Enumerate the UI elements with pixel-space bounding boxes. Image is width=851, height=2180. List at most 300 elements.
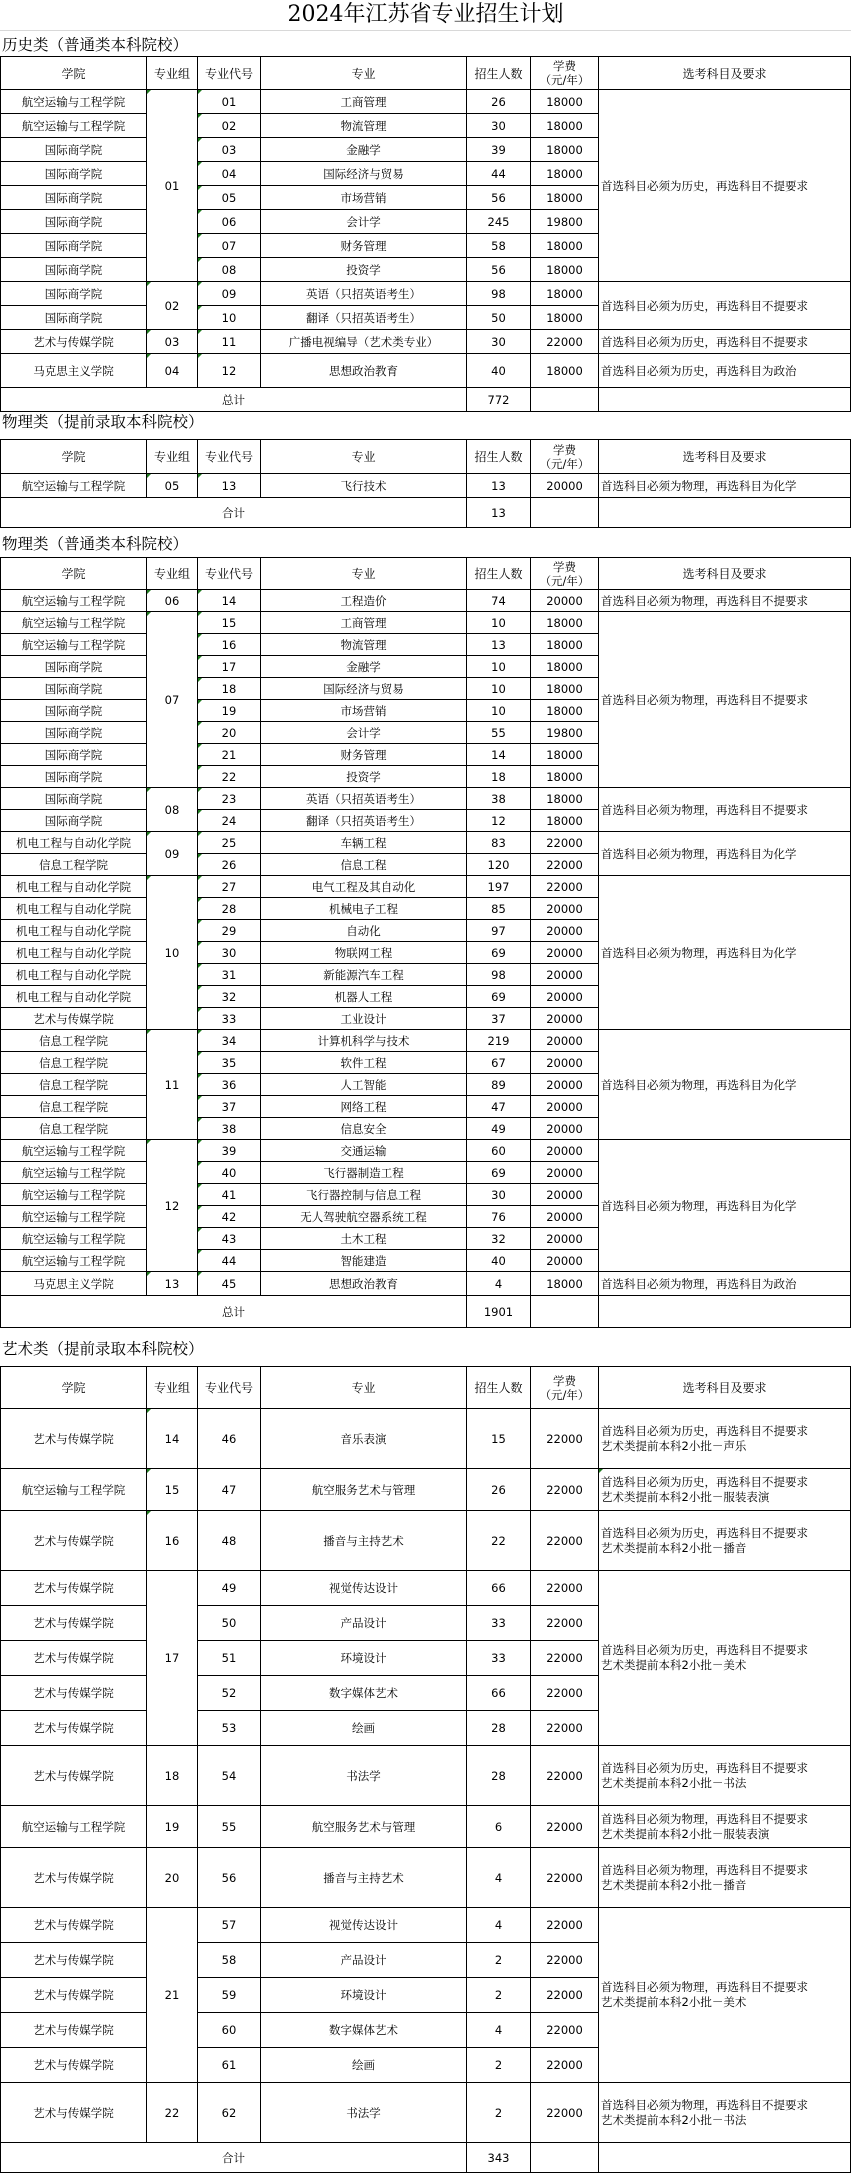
cell-count: 38: [467, 788, 531, 810]
table-row: [1, 1469, 851, 1511]
header-fee: [531, 57, 599, 90]
cell-major: 机器人工程: [261, 986, 467, 1008]
cell-count: 30: [467, 330, 531, 354]
cell-code: 12: [198, 354, 261, 388]
cell-code: 03: [198, 138, 261, 162]
table-header-row: [1, 57, 851, 90]
cell-college: 航空运输与工程学院: [1, 1228, 147, 1250]
total-row: [1, 1296, 851, 1328]
cell-req: [599, 1908, 851, 2083]
table-row: [1, 2083, 851, 2143]
cell-major: 产品设计: [261, 1606, 467, 1641]
cell-fee: 20000: [531, 1118, 599, 1140]
cell-major: 工程造价: [261, 590, 467, 612]
cell-major: 财务管理: [261, 234, 467, 258]
cell-count: 10: [467, 700, 531, 722]
header-req: 选考科目及要求: [599, 440, 851, 474]
cell-group: 03: [147, 330, 198, 354]
cell-count: 197: [467, 876, 531, 898]
cell-major: 网络工程: [261, 1096, 467, 1118]
cell-college: 国际商学院: [1, 138, 147, 162]
header-major: 专业: [261, 440, 467, 474]
cell-college: 机电工程与自动化学院: [1, 964, 147, 986]
cell-code: 15: [198, 612, 261, 634]
cell-count: 69: [467, 942, 531, 964]
cell-code: 31: [198, 964, 261, 986]
cell-group: 11: [147, 1030, 198, 1140]
header-fee-line1: 学费: [553, 59, 576, 73]
cell-code: 20: [198, 722, 261, 744]
cell-code: 53: [198, 1711, 261, 1746]
cell-major: 翻译（只招英语考生）: [261, 810, 467, 832]
cell-code: 05: [198, 186, 261, 210]
total-req-empty: [599, 498, 851, 528]
cell-count: 98: [467, 282, 531, 306]
cell-req: [599, 1848, 851, 1908]
cell-college: 马克思主义学院: [1, 1272, 147, 1296]
cell-fee: 18000: [531, 282, 599, 306]
cell-college: 航空运输与工程学院: [1, 90, 147, 114]
cell-req: 首选科目必须为物理，再选科目不提要求: [599, 788, 851, 832]
header-fee-line2: （元/年）: [539, 73, 590, 87]
cell-fee: 22000: [531, 2048, 599, 2083]
cell-group: 09: [147, 832, 198, 876]
cell-college: 信息工程学院: [1, 1052, 147, 1074]
total-label: 总计: [1, 1296, 467, 1328]
cell-req: 首选科目必须为物理，再选科目为化学: [599, 1140, 851, 1272]
table-row: [1, 1511, 851, 1571]
table-row: [1, 1030, 851, 1052]
cell-count: 120: [467, 854, 531, 876]
section-title-physics-regular: 物理类（普通类本科院校）: [2, 535, 189, 553]
cell-code: 42: [198, 1206, 261, 1228]
cell-code: 17: [198, 656, 261, 678]
total-fee-empty: [531, 2143, 599, 2173]
header-fee-line1: 学费: [553, 442, 576, 457]
cell-count: 39: [467, 138, 531, 162]
cell-fee: 18000: [531, 186, 599, 210]
cell-college: 信息工程学院: [1, 854, 147, 876]
cell-count: 26: [467, 1469, 531, 1511]
cell-count: 69: [467, 1162, 531, 1184]
cell-count: 50: [467, 306, 531, 330]
cell-count: 58: [467, 234, 531, 258]
cell-group: 07: [147, 612, 198, 788]
header-group: 专业组: [147, 440, 198, 474]
total-row: [1, 388, 851, 412]
header-fee-line2: （元/年）: [539, 456, 590, 471]
cell-college: 国际商学院: [1, 210, 147, 234]
cell-code: 24: [198, 810, 261, 832]
cell-major: 数字媒体艺术: [261, 2013, 467, 2048]
cell-code: 59: [198, 1978, 261, 2013]
cell-college: 艺术与传媒学院: [1, 2048, 147, 2083]
cell-fee: 20000: [531, 1074, 599, 1096]
req-line2: 艺术类提前本科2小批－服装表演: [601, 1489, 770, 1504]
cell-code: 46: [198, 1409, 261, 1469]
header-code: 专业代号: [198, 1367, 261, 1409]
total-count: 13: [467, 498, 531, 528]
cell-group: 14: [147, 1409, 198, 1469]
total-count: 343: [467, 2143, 531, 2173]
cell-major: 广播电视编导（艺术类专业）: [261, 330, 467, 354]
cell-code: 30: [198, 942, 261, 964]
cell-req: 首选科目必须为物理，再选科目不提要求: [599, 612, 851, 788]
cell-college: 艺术与传媒学院: [1, 1641, 147, 1676]
cell-count: 83: [467, 832, 531, 854]
cell-code: 35: [198, 1052, 261, 1074]
cell-college: 艺术与传媒学院: [1, 1511, 147, 1571]
cell-college: 国际商学院: [1, 722, 147, 744]
cell-fee: 18000: [531, 634, 599, 656]
cell-college: 航空运输与工程学院: [1, 1140, 147, 1162]
req-line2: 艺术类提前本科2小批－播音: [601, 1877, 747, 1892]
cell-major: 产品设计: [261, 1943, 467, 1978]
header-fee-line2: （元/年）: [539, 573, 590, 588]
cell-code: 38: [198, 1118, 261, 1140]
cell-group: 06: [147, 590, 198, 612]
cell-count: 219: [467, 1030, 531, 1052]
cell-college: 航空运输与工程学院: [1, 634, 147, 656]
header-group: 专业组: [147, 558, 198, 590]
cell-code: 55: [198, 1806, 261, 1848]
cell-major: 财务管理: [261, 744, 467, 766]
cell-count: 4: [467, 1908, 531, 1943]
cell-fee: 18000: [531, 700, 599, 722]
cell-code: 01: [198, 90, 261, 114]
cell-fee: 20000: [531, 920, 599, 942]
cell-code: 18: [198, 678, 261, 700]
total-count: 1901: [467, 1296, 531, 1328]
cell-code: 29: [198, 920, 261, 942]
cell-major: 软件工程: [261, 1052, 467, 1074]
req-line2: 艺术类提前本科2小批－声乐: [601, 1438, 747, 1453]
total-req-empty: [599, 388, 851, 412]
cell-college: 国际商学院: [1, 162, 147, 186]
cell-college: 信息工程学院: [1, 1118, 147, 1140]
cell-fee: 22000: [531, 2013, 599, 2048]
header-code: 专业代号: [198, 440, 261, 474]
header-code: 专业代号: [198, 57, 261, 90]
cell-code: 61: [198, 2048, 261, 2083]
cell-major: 国际经济与贸易: [261, 162, 467, 186]
cell-fee: 18000: [531, 258, 599, 282]
req-line2: 艺术类提前本科2小批－书法: [601, 1775, 747, 1790]
cell-code: 23: [198, 788, 261, 810]
cell-college: 航空运输与工程学院: [1, 1250, 147, 1272]
cell-count: 66: [467, 1571, 531, 1606]
cell-req: 首选科目必须为历史，再选科目不提要求: [599, 330, 851, 354]
cell-fee: 20000: [531, 1140, 599, 1162]
table-row: [1, 282, 851, 306]
cell-fee: 18000: [531, 788, 599, 810]
cell-req: 首选科目必须为历史，再选科目不提要求: [599, 282, 851, 330]
cell-fee: 22000: [531, 1409, 599, 1469]
req-line2: 艺术类提前本科2小批－服装表演: [601, 1826, 770, 1841]
cell-college: 国际商学院: [1, 186, 147, 210]
cell-code: 33: [198, 1008, 261, 1030]
cell-count: 26: [467, 90, 531, 114]
cell-fee: 20000: [531, 898, 599, 920]
cell-fee: 22000: [531, 832, 599, 854]
table-row: [1, 1806, 851, 1848]
cell-fee: 18000: [531, 678, 599, 700]
cell-req: 首选科目必须为物理，再选科目为化学: [599, 876, 851, 1030]
cell-college: 艺术与传媒学院: [1, 330, 147, 354]
cell-fee: 22000: [531, 1511, 599, 1571]
cell-count: 55: [467, 722, 531, 744]
header-major: 专业: [261, 558, 467, 590]
cell-major: 工商管理: [261, 612, 467, 634]
cell-count: 2: [467, 2083, 531, 2143]
cell-college: 艺术与传媒学院: [1, 1676, 147, 1711]
header-req: 选考科目及要求: [599, 57, 851, 90]
cell-req: 首选科目必须为物理，再选科目为政治: [599, 1272, 851, 1296]
cell-fee: 22000: [531, 1746, 599, 1806]
header-fee-line2: （元/年）: [539, 1387, 590, 1402]
cell-fee: 18000: [531, 162, 599, 186]
cell-college: 信息工程学院: [1, 1096, 147, 1118]
cell-count: 33: [467, 1641, 531, 1676]
cell-fee: 18000: [531, 354, 599, 388]
header-req: 选考科目及要求: [599, 558, 851, 590]
section-title-art-early: 艺术类（提前录取本科院校）: [2, 1340, 204, 1358]
req-line1: 首选科目必须为历史，再选科目不提要求: [601, 1525, 808, 1540]
cell-req: 首选科目必须为物理，再选科目为化学: [599, 1030, 851, 1140]
cell-major: 物联网工程: [261, 942, 467, 964]
cell-count: 56: [467, 258, 531, 282]
table-row: [1, 1409, 851, 1469]
cell-req: [599, 1806, 851, 1848]
cell-fee: 20000: [531, 474, 599, 498]
header-major: 专业: [261, 1367, 467, 1409]
cell-college: 艺术与传媒学院: [1, 1746, 147, 1806]
cell-major: 金融学: [261, 656, 467, 678]
cell-college: 国际商学院: [1, 744, 147, 766]
cell-code: 32: [198, 986, 261, 1008]
cell-count: 85: [467, 898, 531, 920]
header-count: 招生人数: [467, 57, 531, 90]
cell-fee: 20000: [531, 1184, 599, 1206]
cell-req: 首选科目必须为物理，再选科目不提要求: [599, 590, 851, 612]
req-line1: 首选科目必须为物理，再选科目不提要求: [601, 1980, 808, 1994]
page-title: 2024年江苏省专业招生计划: [0, 0, 851, 31]
cell-count: 10: [467, 678, 531, 700]
cell-code: 52: [198, 1676, 261, 1711]
cell-college: 机电工程与自动化学院: [1, 920, 147, 942]
table-row: [1, 832, 851, 854]
cell-count: 33: [467, 1606, 531, 1641]
cell-major: 环境设计: [261, 1641, 467, 1676]
cell-major: 会计学: [261, 210, 467, 234]
table-physics-early: [0, 439, 851, 528]
cell-code: 37: [198, 1096, 261, 1118]
cell-major: 物流管理: [261, 114, 467, 138]
cell-college: 国际商学院: [1, 306, 147, 330]
cell-major: 音乐表演: [261, 1409, 467, 1469]
cell-count: 4: [467, 1848, 531, 1908]
table-row: [1, 1908, 851, 1943]
cell-college: 艺术与传媒学院: [1, 1943, 147, 1978]
cell-count: 4: [467, 2013, 531, 2048]
cell-college: 艺术与传媒学院: [1, 1008, 147, 1030]
cell-code: 27: [198, 876, 261, 898]
cell-major: 书法学: [261, 2083, 467, 2143]
cell-major: 投资学: [261, 258, 467, 282]
cell-fee: 20000: [531, 1206, 599, 1228]
cell-count: 67: [467, 1052, 531, 1074]
cell-group: 20: [147, 1848, 198, 1908]
cell-major: 工业设计: [261, 1008, 467, 1030]
cell-college: 机电工程与自动化学院: [1, 832, 147, 854]
cell-major: 土木工程: [261, 1228, 467, 1250]
cell-college: 艺术与传媒学院: [1, 1978, 147, 2013]
cell-count: 6: [467, 1806, 531, 1848]
table-row: [1, 788, 851, 810]
header-count: 招生人数: [467, 1367, 531, 1409]
cell-fee: 22000: [531, 1641, 599, 1676]
cell-college: 航空运输与工程学院: [1, 1806, 147, 1848]
cell-code: 56: [198, 1848, 261, 1908]
cell-major: 播音与主持艺术: [261, 1511, 467, 1571]
cell-fee: 20000: [531, 964, 599, 986]
cell-count: 10: [467, 656, 531, 678]
cell-major: 视觉传达设计: [261, 1908, 467, 1943]
cell-major: 翻译（只招英语考生）: [261, 306, 467, 330]
req-line2: 艺术类提前本科2小批－书法: [601, 2112, 747, 2127]
header-major: 专业: [261, 57, 467, 90]
cell-group: 22: [147, 2083, 198, 2143]
cell-code: 21: [198, 744, 261, 766]
cell-code: 45: [198, 1272, 261, 1296]
cell-fee: 20000: [531, 986, 599, 1008]
cell-college: 国际商学院: [1, 678, 147, 700]
cell-fee: 22000: [531, 1943, 599, 1978]
cell-group: 16: [147, 1511, 198, 1571]
cell-college: 国际商学院: [1, 282, 147, 306]
cell-count: 74: [467, 590, 531, 612]
cell-major: 交通运输: [261, 1140, 467, 1162]
cell-major: 物流管理: [261, 634, 467, 656]
cell-count: 30: [467, 1184, 531, 1206]
cell-code: 22: [198, 766, 261, 788]
cell-code: 47: [198, 1469, 261, 1511]
cell-fee: 18000: [531, 234, 599, 258]
cell-group: 02: [147, 282, 198, 330]
table-header-row: [1, 558, 851, 590]
cell-count: 13: [467, 634, 531, 656]
cell-count: 13: [467, 474, 531, 498]
cell-code: 02: [198, 114, 261, 138]
cell-code: 60: [198, 2013, 261, 2048]
cell-major: 飞行器控制与信息工程: [261, 1184, 467, 1206]
cell-major: 飞行器制造工程: [261, 1162, 467, 1184]
cell-college: 航空运输与工程学院: [1, 1184, 147, 1206]
req-line2: 艺术类提前本科2小批－美术: [601, 1995, 747, 2009]
cell-major: 航空服务艺术与管理: [261, 1806, 467, 1848]
cell-code: 44: [198, 1250, 261, 1272]
cell-count: 2: [467, 1943, 531, 1978]
req-line2: 艺术类提前本科2小批－播音: [601, 1540, 747, 1555]
cell-college: 马克思主义学院: [1, 354, 147, 388]
cell-group: 10: [147, 876, 198, 1030]
cell-major: 车辆工程: [261, 832, 467, 854]
cell-count: 97: [467, 920, 531, 942]
cell-group: 01: [147, 90, 198, 282]
cell-req: 首选科目必须为历史，再选科目为政治: [599, 354, 851, 388]
cell-major: 信息安全: [261, 1118, 467, 1140]
cell-college: 机电工程与自动化学院: [1, 986, 147, 1008]
req-line1: 首选科目必须为物理，再选科目不提要求: [601, 1811, 808, 1826]
header-fee-line1: 学费: [553, 559, 576, 574]
cell-code: 25: [198, 832, 261, 854]
cell-major: 书法学: [261, 1746, 467, 1806]
cell-code: 34: [198, 1030, 261, 1052]
cell-fee: 22000: [531, 2083, 599, 2143]
cell-fee: 18000: [531, 612, 599, 634]
cell-major: 自动化: [261, 920, 467, 942]
total-fee-empty: [531, 1296, 599, 1328]
cell-college: 艺术与传媒学院: [1, 1571, 147, 1606]
cell-code: 26: [198, 854, 261, 876]
cell-college: 艺术与传媒学院: [1, 1606, 147, 1641]
cell-fee: 19800: [531, 722, 599, 744]
cell-count: 28: [467, 1746, 531, 1806]
cell-major: 数字媒体艺术: [261, 1676, 467, 1711]
cell-major: 思想政治教育: [261, 1272, 467, 1296]
cell-count: 14: [467, 744, 531, 766]
cell-major: 计算机科学与技术: [261, 1030, 467, 1052]
cell-major: 信息工程: [261, 854, 467, 876]
cell-req: [599, 1511, 851, 1571]
cell-code: 04: [198, 162, 261, 186]
cell-college: 机电工程与自动化学院: [1, 942, 147, 964]
section-title-physics-early: 物理类（提前录取本科院校）: [2, 413, 204, 431]
cell-college: 机电工程与自动化学院: [1, 876, 147, 898]
cell-count: 56: [467, 186, 531, 210]
cell-count: 98: [467, 964, 531, 986]
cell-count: 22: [467, 1511, 531, 1571]
cell-college: 国际商学院: [1, 810, 147, 832]
cell-code: 48: [198, 1511, 261, 1571]
cell-count: 4: [467, 1272, 531, 1296]
cell-count: 245: [467, 210, 531, 234]
cell-college: 航空运输与工程学院: [1, 612, 147, 634]
cell-major: 绘画: [261, 2048, 467, 2083]
cell-count: 40: [467, 354, 531, 388]
table-header-row: [1, 1367, 851, 1409]
total-label: 合计: [1, 2143, 467, 2173]
total-count: 772: [467, 388, 531, 412]
cell-group: 15: [147, 1469, 198, 1511]
cell-major: 无人驾驶航空器系统工程: [261, 1206, 467, 1228]
cell-college: 国际商学院: [1, 788, 147, 810]
cell-major: 飞行技术: [261, 474, 467, 498]
cell-major: 播音与主持艺术: [261, 1848, 467, 1908]
cell-major: 人工智能: [261, 1074, 467, 1096]
cell-code: 16: [198, 634, 261, 656]
total-row: [1, 498, 851, 528]
cell-major: 航空服务艺术与管理: [261, 1469, 467, 1511]
cell-count: 2: [467, 1978, 531, 2013]
header-req: 选考科目及要求: [599, 1367, 851, 1409]
cell-fee: 18000: [531, 114, 599, 138]
cell-count: 37: [467, 1008, 531, 1030]
cell-count: 40: [467, 1250, 531, 1272]
header-count: 招生人数: [467, 558, 531, 590]
cell-count: 49: [467, 1118, 531, 1140]
total-label: 总计: [1, 388, 467, 412]
